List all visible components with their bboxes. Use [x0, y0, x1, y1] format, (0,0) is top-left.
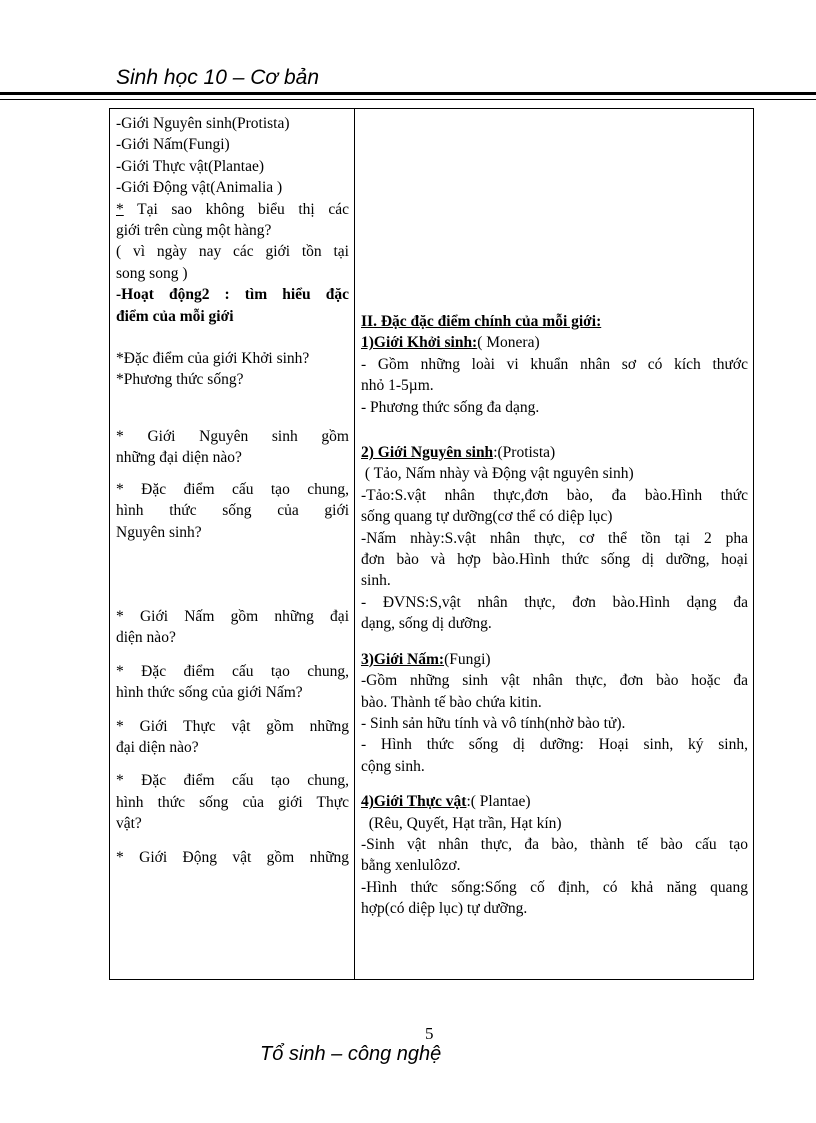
kingdom-heading [361, 791, 748, 812]
kingdom-title: 1)Giới Khởi sinh: [361, 334, 478, 352]
page-footer-title: Tổ sinh – công nghệ [260, 1043, 442, 1065]
content-line: sống quang tự dưỡng(cơ thể có diệp lục) [361, 508, 613, 526]
question-line: diện nào? [116, 629, 176, 647]
header-rule-thin [0, 99, 816, 100]
answer-line: ( vì ngày nay các giới tồn tại [116, 243, 349, 261]
question-line: Nguyên sinh? [116, 523, 202, 541]
content-line: dạng, sống dị dưỡng. [361, 615, 492, 633]
question-line: giới trên cùng một hàng? [116, 222, 272, 240]
content-line: - Gồm những loài vi khuẩn nhân sơ có kích thước [361, 355, 748, 373]
activity-heading: -Hoạt động2 : tìm hiểu đặc [116, 286, 349, 304]
kingdom-subtitle: ( Monera) [477, 334, 540, 352]
kingdom-heading [361, 649, 748, 670]
kingdom-title: 3)Giới Nấm: [361, 650, 445, 668]
question-star: * [116, 200, 124, 218]
content-line: đơn bào và hợp bào.Hình thức sống dị dưỡng, hoại [361, 551, 748, 569]
page-number: 5 [425, 1024, 434, 1043]
section-heading: II. Đặc đặc điểm chính của mỗi giới: [361, 313, 602, 330]
content-line: bào. Thành tế bào chứa kitin. [361, 693, 542, 711]
kingdom-heading [361, 332, 748, 353]
kingdom-subtitle: (Fungi) [444, 650, 491, 668]
page-header-title: Sinh học 10 – Cơ bản [116, 66, 319, 89]
table-row [110, 109, 754, 980]
kingdom-subtitle: :(Protista) [493, 444, 556, 462]
teacher-activity-column [110, 109, 355, 980]
list-item: -Giới Động vật(Animalia ) [116, 179, 283, 197]
question-line: hình thức sống của giới [116, 502, 349, 520]
question-text: Tại sao không biểu thị các [123, 200, 349, 218]
content-line: bằng xenlulôzơ. [361, 857, 461, 875]
question-line [116, 199, 349, 220]
content-line: - Phương thức sống đa dạng. [361, 398, 540, 416]
content-line: -Sinh vật nhân thực, đa bào, thành tế bào cấu tạo [361, 835, 748, 853]
kingdom-title: 2) Giới Nguyên sinh [361, 444, 494, 462]
answer-line: song song ) [116, 264, 188, 282]
question-line: * Giới Nguyên sinh gồm [116, 427, 349, 445]
content-line: (Rêu, Quyết, Hạt trần, Hạt kín) [361, 814, 562, 832]
content-line: nhỏ 1-5µm. [361, 377, 434, 395]
content-line: - Sinh sản hữu tính và vô tính(nhờ bào tử). [361, 714, 626, 732]
content-line: -Gồm những sinh vật nhân thực, đơn bào hoặc đa [361, 672, 748, 690]
header-rule-thick [0, 92, 816, 95]
lesson-table [109, 108, 754, 980]
content-line: ( Tảo, Nấm nhày và Động vật nguyên sinh) [361, 465, 634, 483]
question-line: hình thức sống của giới Nấm? [116, 684, 303, 702]
content-line: hợp(có diệp lục) tự dưỡng. [361, 900, 528, 918]
content-line: - Hình thức sống dị dưỡng: Hoại sinh, ký sinh, [361, 736, 748, 754]
list-item: -Giới Nguyên sinh(Protista) [116, 115, 290, 132]
question-line: * Đặc điểm cấu tạo chung, [116, 662, 349, 680]
content-line: -Tảo:S.vật nhân thực,đơn bào, đa bào.Hình thức [361, 486, 748, 504]
kingdom-heading [361, 442, 748, 463]
activity-heading: điểm của mỗi giới [116, 307, 234, 325]
content-line: -Nấm nhày:S.vật nhân thực, cơ thể tồn tại 2 pha [361, 529, 748, 547]
content-line: -Hình thức sống:Sống cố định, có khả năng quang [361, 878, 748, 896]
question-line: * Giới Nấm gồm những đại [116, 607, 349, 625]
question-line: vật? [116, 815, 142, 833]
content-line: sinh. [361, 572, 391, 590]
kingdom-subtitle: :( Plantae) [466, 793, 531, 811]
question-line: *Phương thức sống? [116, 371, 244, 389]
question-line: * Đặc điểm cấu tạo chung, [116, 772, 349, 790]
question-line: những đại diện nào? [116, 449, 242, 467]
question-line: hình thức sống của giới Thực [116, 793, 349, 811]
kingdom-title: 4)Giới Thực vật [361, 793, 467, 811]
question-line: *Đặc điểm của giới Khởi sinh? [116, 350, 310, 368]
list-item: -Giới Thực vật(Plantae) [116, 157, 265, 175]
content-line: cộng sinh. [361, 757, 425, 775]
content-line: - ĐVNS:S,vật nhân thực, đơn bào.Hình dạng đa [361, 593, 748, 611]
question-line: * Đặc điểm cấu tạo chung, [116, 480, 349, 498]
list-item: -Giới Nấm(Fungi) [116, 136, 230, 154]
content-column [355, 109, 754, 980]
question-line: đại diện nào? [116, 738, 199, 756]
question-line: * Giới Động vật gồm những [116, 848, 349, 866]
question-line: * Giới Thực vật gồm những [116, 717, 349, 735]
